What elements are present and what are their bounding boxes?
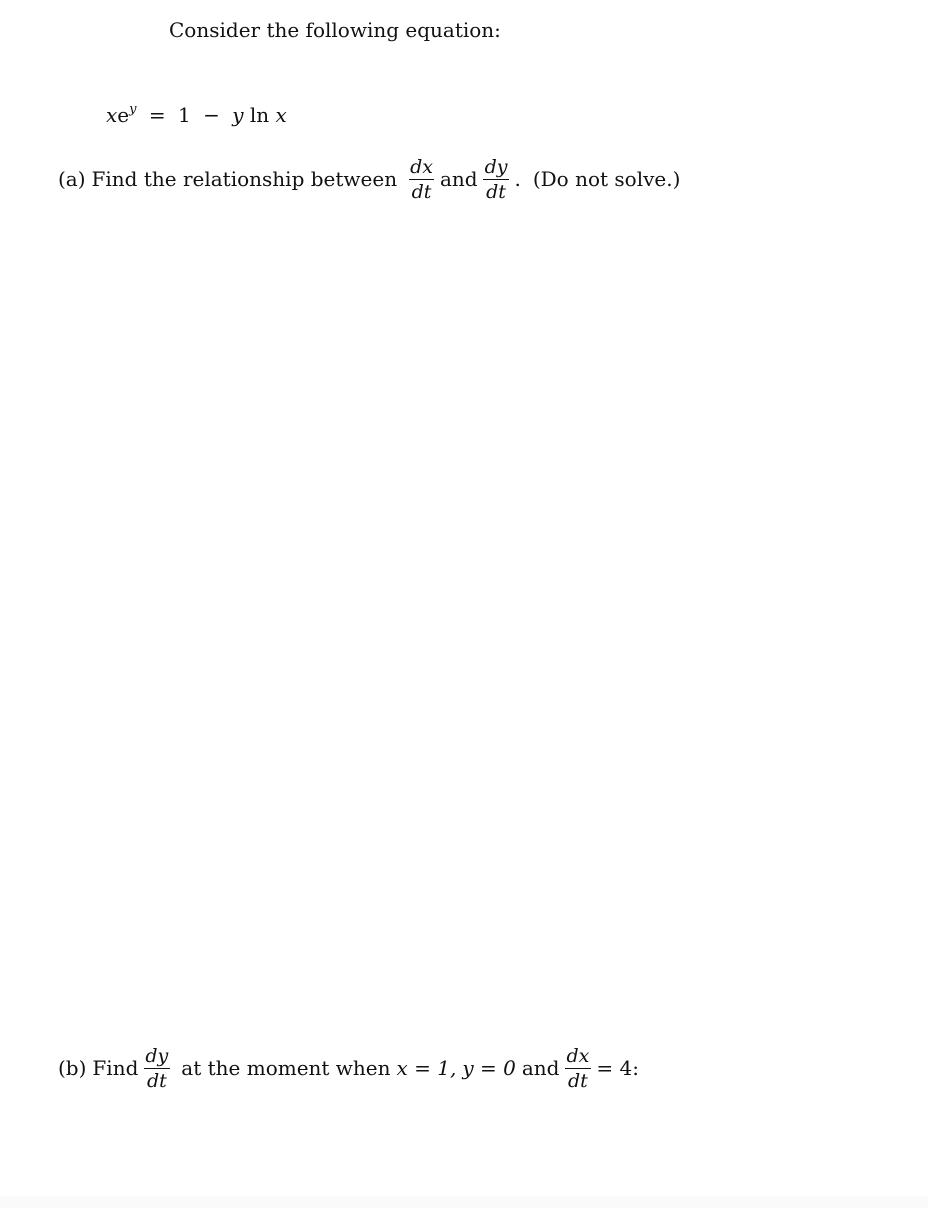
- fraction-dy-dt: [482, 156, 511, 203]
- eq-x: x: [275, 103, 287, 127]
- part-b-condition-x: x = 1,: [396, 1056, 457, 1080]
- part-a-label: (a): [58, 167, 86, 191]
- eq-equals: =: [148, 103, 166, 127]
- eq-y: y: [232, 103, 244, 127]
- page-footer-band: [0, 1196, 928, 1208]
- part-b: [58, 1040, 639, 1096]
- fraction-numerator: dx: [566, 1044, 590, 1067]
- part-b-condition-y: y = 0: [462, 1056, 516, 1080]
- fraction-denominator: dt: [483, 179, 509, 203]
- eq-lhs-base: e: [117, 103, 130, 127]
- part-a: [58, 151, 680, 207]
- fraction-denominator: dt: [144, 1068, 170, 1092]
- eq-lhs-exponent: y: [129, 102, 137, 117]
- fraction-denominator: dt: [409, 179, 435, 203]
- eq-ln: ln: [249, 103, 270, 127]
- part-a-text: Find the relationship between: [91, 167, 398, 191]
- fraction-dx-dt: [407, 156, 436, 203]
- fraction-denominator: dt: [565, 1068, 591, 1092]
- intro-text: Consider the following equation:: [169, 18, 501, 42]
- part-a-period: .: [514, 167, 521, 191]
- part-b-find: Find: [92, 1056, 139, 1080]
- part-b-and: and: [521, 1056, 560, 1080]
- fraction-dy-dt: [142, 1045, 171, 1092]
- part-b-tail: = 4:: [596, 1056, 639, 1080]
- fraction-numerator: dy: [145, 1044, 169, 1067]
- part-b-text: at the moment when: [181, 1056, 391, 1080]
- fraction-numerator: dx: [410, 155, 433, 178]
- part-b-label: (b): [58, 1056, 87, 1080]
- eq-lhs-var: x: [106, 103, 118, 127]
- part-a-note: (Do not solve.): [532, 167, 681, 191]
- eq-minus: −: [203, 103, 220, 127]
- fraction-numerator: dy: [484, 155, 508, 178]
- fraction-dx-dt: [563, 1045, 592, 1092]
- main-equation: [106, 103, 287, 127]
- part-a-and: and: [439, 167, 478, 191]
- eq-one: 1: [177, 103, 191, 127]
